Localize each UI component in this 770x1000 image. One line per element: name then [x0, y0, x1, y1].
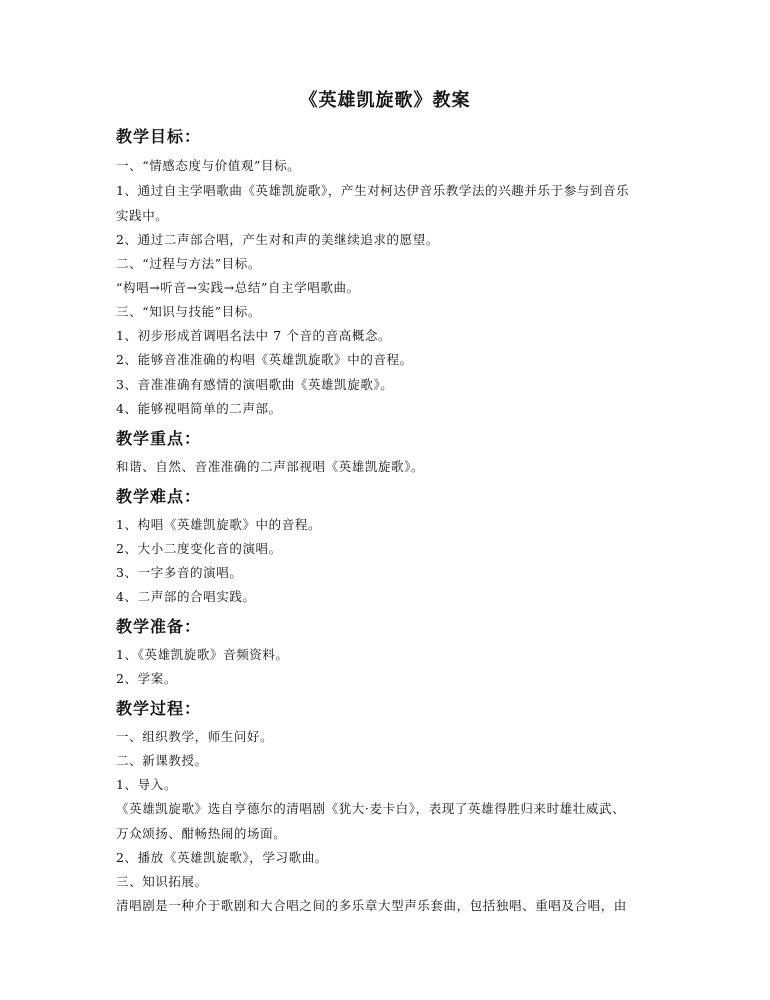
paragraph-line: 二、“过程与方法”目标。 [116, 256, 261, 271]
section-heading-difficulties: 教学难点： [116, 487, 202, 506]
paragraph-line: 1、《英雄凯旋歌》音频资料。 [116, 647, 289, 662]
paragraph-line: 三、知识拓展。 [116, 874, 208, 889]
section-heading-key-points: 教学重点： [116, 429, 202, 448]
paragraph-line: 2、播放《英雄凯旋歌》，学习歌曲。 [116, 850, 328, 865]
section-heading-preparation: 教学准备： [116, 617, 202, 636]
paragraph-line: 一、“情感态度与价值观”目标。 [116, 158, 301, 173]
paragraph-line: 和谐、自然、音准准确的二声部视唱《英雄凯旋歌》。 [116, 459, 425, 474]
paragraph-line: 《英雄凯旋歌》选自亨德尔的清唱剧《犹大·麦卡白》，表现了英雄得胜归来时雄壮威武、 [116, 801, 626, 816]
document-title: 《英雄凯旋歌》教案 [299, 90, 471, 111]
paragraph-line: 4、二声部的合唱实践。 [116, 589, 256, 604]
paragraph-line: 万众颂扬、酣畅热闹的场面。 [116, 826, 287, 841]
paragraph-line: 1、构唱《英雄凯旋歌》中的音程。 [116, 517, 322, 532]
paragraph-line: 二、新课教授。 [116, 753, 208, 768]
paragraph-line: 2、能够音准准确的构唱《英雄凯旋歌》中的音程。 [116, 352, 413, 367]
paragraph-line: 3、一字多音的演唱。 [116, 565, 243, 580]
paragraph-line: 2、通过二声部合唱，产生对和声的美继续追求的愿望。 [116, 232, 439, 247]
paragraph-line: 4、能够视唱简单的二声部。 [116, 401, 282, 416]
section-heading-process: 教学过程： [116, 699, 202, 718]
paragraph-line: 3、音准准确有感情的演唱歌曲《英雄凯旋歌》。 [116, 377, 394, 392]
paragraph-line: “构唱→听音→实践→总结”自主学唱歌曲。 [116, 280, 360, 295]
paragraph-line: 三、“知识与技能”目标。 [116, 304, 261, 319]
section-heading-goals: 教学目标： [116, 127, 202, 146]
paragraph-line: 2、大小二度变化音的演唱。 [116, 541, 282, 556]
paragraph-line: 1、导入。 [116, 777, 177, 792]
paragraph-line: 1、通过自主学唱歌曲《英雄凯旋歌》，产生对柯达伊音乐教学法的兴趣并乐于参与到音乐 [116, 183, 630, 198]
paragraph-line: 实践中。 [116, 208, 169, 223]
paragraph-line: 1、初步形成首调唱名法中 7 个音的音高概念。 [116, 328, 392, 343]
paragraph-line: 清唱剧是一种介于歌剧和大合唱之间的多乐章大型声乐套曲，包括独唱、重唱及合唱，由 [116, 898, 627, 913]
paragraph-line: 2、学案。 [116, 671, 177, 686]
paragraph-line: 一、组织教学，师生问好。 [116, 729, 274, 744]
